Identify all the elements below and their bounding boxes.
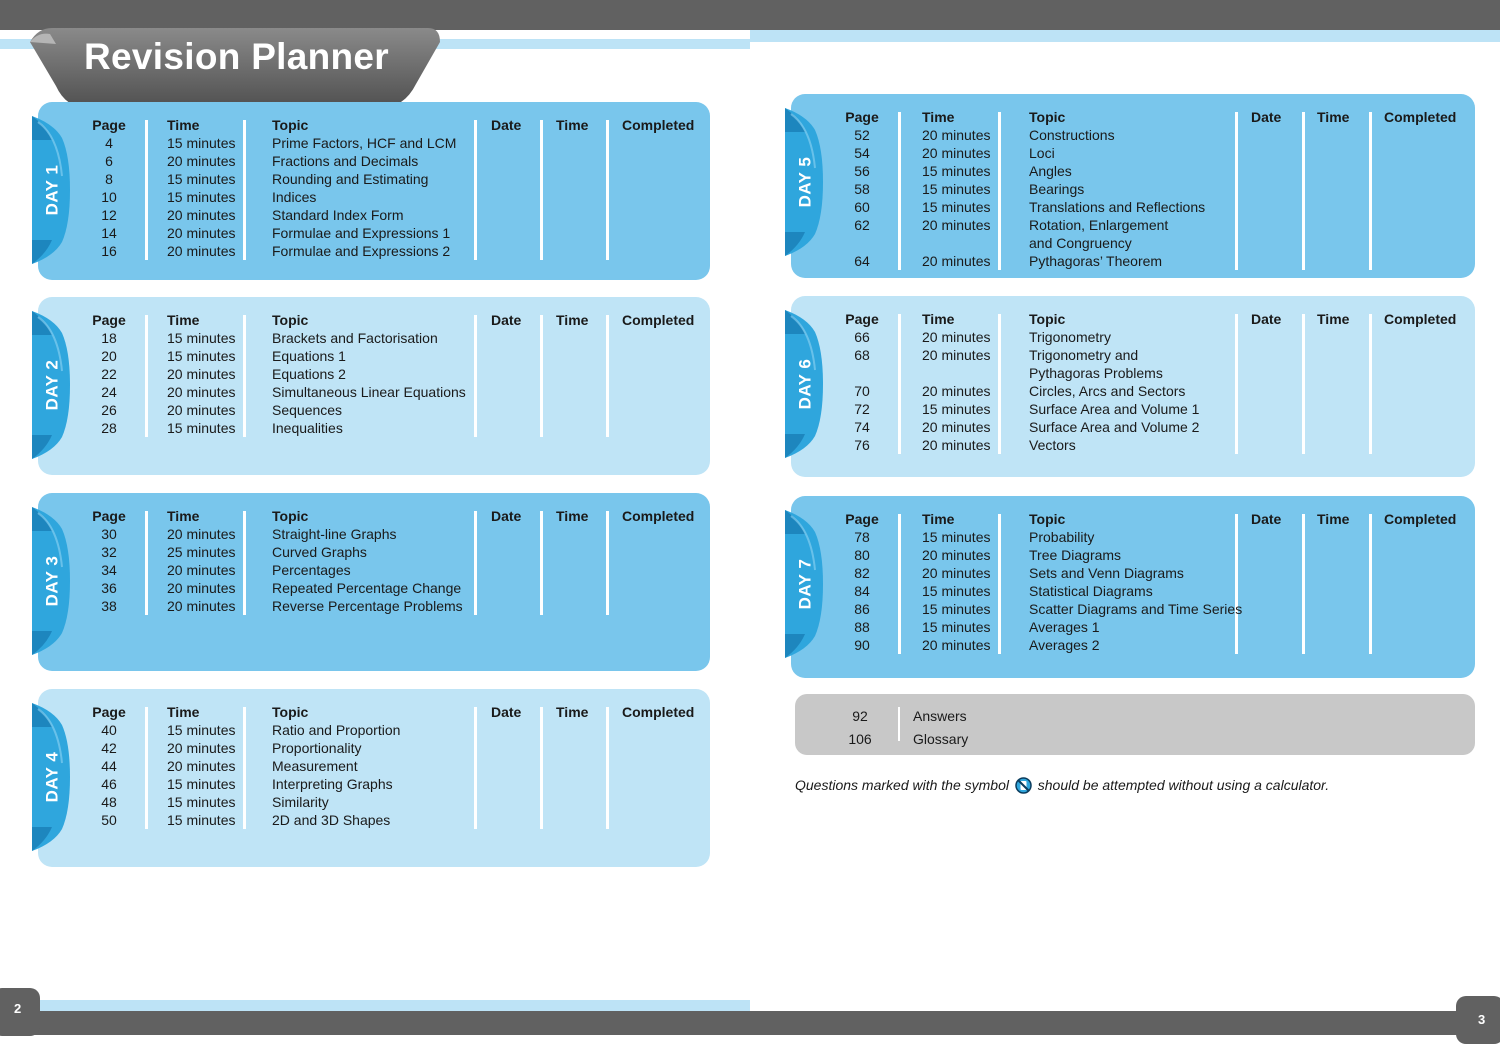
- completed-header: Completed: [622, 508, 695, 524]
- time-slot-header: Time: [556, 312, 589, 328]
- day-6-topic-cell: Pythagoras Problems: [1029, 365, 1163, 381]
- day-5-topic-cell: Loci: [1029, 145, 1055, 161]
- day-3-time-cell: 20 minutes: [167, 598, 236, 614]
- day-7-topic-cell: Probability: [1029, 529, 1095, 545]
- column-divider: [606, 315, 609, 437]
- day-5-time-cell: 15 minutes: [922, 163, 991, 179]
- time-column: [167, 311, 235, 437]
- page-header: Page: [92, 704, 126, 720]
- day-4-time-cell: 15 minutes: [167, 722, 236, 738]
- column-divider: [474, 120, 477, 260]
- page-column: [90, 703, 128, 829]
- day-7-page-cell: 82: [854, 565, 870, 581]
- day-4-topic-cell: Proportionality: [272, 740, 362, 756]
- completed-column: [1384, 310, 1456, 328]
- day-2-page-cell: 24: [101, 384, 117, 400]
- date-column: [1251, 108, 1281, 126]
- time-slot-header: Time: [556, 117, 589, 133]
- day-3-topic-cell: Straight-line Graphs: [272, 526, 397, 542]
- day-6-time-cell: 20 minutes: [922, 383, 991, 399]
- column-divider: [1369, 514, 1372, 654]
- date-column: [1251, 510, 1281, 528]
- day-3-topic-cell: Percentages: [272, 562, 351, 578]
- day-1-page-cell: 12: [101, 207, 117, 223]
- day-7-time-cell: 20 minutes: [922, 565, 991, 581]
- day-4-page-cell: 40: [101, 722, 117, 738]
- time-column: [167, 703, 235, 829]
- topic-column: [1029, 510, 1242, 654]
- bottom-stripe-left: [0, 1000, 750, 1011]
- column-divider: [540, 315, 543, 437]
- topic-header: Topic: [272, 117, 309, 133]
- day-2-time-cell: 15 minutes: [167, 420, 236, 436]
- day-3-card: [38, 493, 710, 671]
- time-column: [167, 116, 235, 260]
- bottom-band: [0, 1011, 1500, 1035]
- column-divider: [145, 511, 148, 615]
- day-7-page-cell: 90: [854, 637, 870, 653]
- page-number-right: 3: [1456, 996, 1500, 1044]
- day-6-page-cell: 66: [854, 329, 870, 345]
- day-2-page-cell: 20: [101, 348, 117, 364]
- date-column: [491, 116, 521, 134]
- day-1-page-cell: 8: [105, 171, 113, 187]
- topic-header: Topic: [1029, 311, 1066, 327]
- day-1-time-cell: 15 minutes: [167, 171, 236, 187]
- day-2-topic-cell: Inequalities: [272, 420, 343, 436]
- date-header: Date: [1251, 311, 1282, 327]
- day-7-page-cell: 86: [854, 601, 870, 617]
- day-1-time-cell: 20 minutes: [167, 243, 236, 259]
- day-1-label: DAY 1: [42, 164, 62, 216]
- day-2-time-cell: 15 minutes: [167, 348, 236, 364]
- topic-header: Topic: [1029, 109, 1066, 125]
- day-5-topic-cell: Pythagoras’ Theorem: [1029, 253, 1163, 269]
- day-7-page-cell: 80: [854, 547, 870, 563]
- column-divider: [1302, 112, 1305, 270]
- day-6-page-cell: 76: [854, 437, 870, 453]
- time-header: Time: [167, 312, 200, 328]
- day-2-page-cell: 28: [101, 420, 117, 436]
- footnote-text-before: Questions marked with the symbol: [795, 777, 1009, 793]
- topic-column: [1029, 108, 1205, 270]
- day-6-topic-cell: Trigonometry and: [1029, 347, 1139, 363]
- day-2-page-cell: 18: [101, 330, 117, 346]
- day-5-time-cell: [922, 234, 990, 252]
- page-column: [843, 310, 881, 454]
- day-5-time-cell: 20 minutes: [922, 145, 991, 161]
- day-6-topic-cell: Vectors: [1029, 437, 1076, 453]
- day-7-topic-cell: Tree Diagrams: [1029, 547, 1122, 563]
- column-divider: [474, 511, 477, 615]
- day-2-time-cell: 20 minutes: [167, 402, 236, 418]
- column-divider: [474, 315, 477, 437]
- day-2-topic-cell: Simultaneous Linear Equations: [272, 384, 466, 400]
- date-header: Date: [1251, 109, 1282, 125]
- column-divider: [243, 511, 246, 615]
- page-column: [90, 311, 128, 437]
- completed-header: Completed: [1384, 511, 1457, 527]
- time-slot-header: Time: [556, 508, 589, 524]
- column-divider: [145, 120, 148, 260]
- day-7-topic-cell: Scatter Diagrams and Time Series: [1029, 601, 1243, 617]
- page-header: Page: [845, 109, 879, 125]
- day-5-topic-cell: Angles: [1029, 163, 1072, 179]
- day-6-ribbon: [785, 310, 825, 458]
- day-6-time-cell: 20 minutes: [922, 419, 991, 435]
- day-6-page-cell: 70: [854, 383, 870, 399]
- column-divider: [1369, 112, 1372, 270]
- page-title: Revision Planner: [84, 36, 390, 77]
- day-5-page-cell: 60: [854, 199, 870, 215]
- column-divider: [606, 120, 609, 260]
- topic-column: [272, 703, 400, 829]
- day-5-time-cell: 20 minutes: [922, 127, 991, 143]
- day-7-card: [791, 496, 1475, 678]
- column-divider: [540, 511, 543, 615]
- day-7-topic-cell: Statistical Diagrams: [1029, 583, 1153, 599]
- completed-header: Completed: [622, 704, 695, 720]
- day-3-ribbon: [32, 507, 72, 655]
- day-4-topic-cell: Interpreting Graphs: [272, 776, 393, 792]
- day-7-page-cell: 78: [854, 529, 870, 545]
- time-header: Time: [922, 311, 955, 327]
- column-divider: [540, 707, 543, 829]
- day-7-time-cell: 20 minutes: [922, 547, 991, 563]
- day-3-page-cell: 38: [101, 598, 117, 614]
- completed-column: [622, 311, 694, 329]
- column-divider: [1302, 314, 1305, 454]
- page-number-left: 2: [0, 988, 40, 1036]
- day-4-page-cell: 50: [101, 812, 117, 828]
- extras-box: [795, 694, 1475, 755]
- completed-column: [622, 116, 694, 134]
- extras-page-glossary: 106: [848, 731, 872, 747]
- day-1-time-cell: 20 minutes: [167, 153, 236, 169]
- column-divider: [898, 314, 901, 454]
- completed-header: Completed: [622, 312, 695, 328]
- page-header: Page: [845, 511, 879, 527]
- column-divider: [606, 511, 609, 615]
- date-header: Date: [491, 508, 522, 524]
- day-4-label: DAY 4: [42, 751, 62, 803]
- page-column: [90, 507, 128, 615]
- time-column: [167, 507, 235, 615]
- day-6-topic-cell: Circles, Arcs and Sectors: [1029, 383, 1186, 399]
- topic-header: Topic: [272, 704, 309, 720]
- day-5-label: DAY 5: [795, 156, 815, 208]
- column-divider: [998, 514, 1001, 654]
- day-1-ribbon: [32, 116, 72, 264]
- day-3-time-cell: 20 minutes: [167, 580, 236, 596]
- column-divider: [474, 707, 477, 829]
- day-6-topic-cell: Surface Area and Volume 1: [1029, 401, 1200, 417]
- day-1-page-cell: 6: [105, 153, 113, 169]
- day-2-time-cell: 15 minutes: [167, 330, 236, 346]
- title-tab: [30, 26, 440, 110]
- day-2-topic-cell: Sequences: [272, 402, 343, 418]
- day-4-topic-cell: 2D and 3D Shapes: [272, 812, 391, 828]
- day-2-page-cell: 26: [101, 402, 117, 418]
- day-1-topic-cell: Formulae and Expressions 2: [272, 243, 451, 259]
- day-7-page-cell: 88: [854, 619, 870, 635]
- topic-column: [272, 116, 456, 260]
- day-5-page-cell: 58: [854, 181, 870, 197]
- day-2-topic-cell: Equations 2: [272, 366, 346, 382]
- time-header: Time: [167, 704, 200, 720]
- day-3-page-cell: 30: [101, 526, 117, 542]
- day-5-topic-cell: Bearings: [1029, 181, 1085, 197]
- day-6-page-cell: 68: [854, 347, 870, 363]
- time-slot-header: Time: [556, 704, 589, 720]
- column-divider: [1369, 314, 1372, 454]
- day-5-topic-cell: and Congruency: [1029, 235, 1132, 251]
- column-divider: [1235, 112, 1238, 270]
- extras-topic-answers: Answers: [913, 708, 967, 724]
- day-6-time-cell: 20 minutes: [922, 329, 991, 345]
- time-column: [922, 108, 990, 270]
- page-header: Page: [92, 312, 126, 328]
- day-3-topic-cell: Repeated Percentage Change: [272, 580, 462, 596]
- day-6-page-cell: 72: [854, 401, 870, 417]
- time-header: Time: [167, 117, 200, 133]
- completed-column: [622, 507, 694, 525]
- time-slot-column: [556, 116, 588, 134]
- column-divider: [540, 120, 543, 260]
- completed-header: Completed: [622, 117, 695, 133]
- footnote: [795, 777, 1329, 794]
- day-5-time-cell: 15 minutes: [922, 199, 991, 215]
- page-column: [90, 116, 128, 260]
- topic-header: Topic: [272, 508, 309, 524]
- page-header: Page: [845, 311, 879, 327]
- time-header: Time: [922, 511, 955, 527]
- column-divider: [145, 315, 148, 437]
- day-5-ribbon: [785, 108, 825, 256]
- page-column: [843, 108, 881, 270]
- column-divider: [898, 112, 901, 270]
- day-3-time-cell: 25 minutes: [167, 544, 236, 560]
- day-1-time-cell: 15 minutes: [167, 135, 236, 151]
- day-1-topic-cell: Rounding and Estimating: [272, 171, 429, 187]
- day-4-page-cell: 44: [101, 758, 117, 774]
- day-6-page-cell: [843, 364, 881, 382]
- time-slot-column: [556, 311, 588, 329]
- column-divider: [606, 707, 609, 829]
- day-5-page-cell: [843, 234, 881, 252]
- time-slot-column: [1317, 510, 1349, 528]
- topic-column: [272, 311, 466, 437]
- day-4-page-cell: 48: [101, 794, 117, 810]
- day-1-card: [38, 102, 710, 280]
- day-1-page-cell: 10: [101, 189, 117, 205]
- day-5-time-cell: 20 minutes: [922, 217, 991, 233]
- day-1-time-cell: 20 minutes: [167, 225, 236, 241]
- column-divider: [898, 514, 901, 654]
- time-slot-header: Time: [1317, 109, 1350, 125]
- day-5-page-cell: 64: [854, 253, 870, 269]
- topic-column: [1029, 310, 1199, 454]
- day-7-time-cell: 15 minutes: [922, 619, 991, 635]
- completed-header: Completed: [1384, 109, 1457, 125]
- day-7-topic-cell: Averages 1: [1029, 619, 1100, 635]
- time-slot-column: [556, 703, 588, 721]
- footnote-text-after: should be attempted without using a calculator.: [1037, 777, 1330, 793]
- day-3-topic-cell: Reverse Percentage Problems: [272, 598, 463, 614]
- column-divider: [1302, 514, 1305, 654]
- day-1-topic-cell: Prime Factors, HCF and LCM: [272, 135, 457, 151]
- day-5-time-cell: 20 minutes: [922, 253, 991, 269]
- date-column: [491, 507, 521, 525]
- day-5-page-cell: 62: [854, 217, 870, 233]
- page-header: Page: [92, 117, 126, 133]
- day-7-time-cell: 20 minutes: [922, 637, 991, 653]
- date-header: Date: [491, 312, 522, 328]
- no-calculator-icon: [1015, 777, 1032, 794]
- column-divider: [998, 314, 1001, 454]
- column-divider: [145, 707, 148, 829]
- day-4-time-cell: 20 minutes: [167, 740, 236, 756]
- time-slot-column: [1317, 108, 1349, 126]
- day-1-page-cell: 16: [101, 243, 117, 259]
- day-4-page-cell: 46: [101, 776, 117, 792]
- date-header: Date: [491, 117, 522, 133]
- time-column: [922, 510, 990, 654]
- time-slot-column: [556, 507, 588, 525]
- day-7-page-cell: 84: [854, 583, 870, 599]
- day-6-page-cell: 74: [854, 419, 870, 435]
- day-6-card: [791, 296, 1475, 477]
- day-4-topic-cell: Similarity: [272, 794, 329, 810]
- day-1-time-cell: 20 minutes: [167, 207, 236, 223]
- day-6-time-cell: [922, 364, 990, 382]
- date-header: Date: [491, 704, 522, 720]
- date-column: [491, 703, 521, 721]
- completed-header: Completed: [1384, 311, 1457, 327]
- day-4-card: [38, 689, 710, 867]
- day-7-topic-cell: Averages 2: [1029, 637, 1100, 653]
- day-4-time-cell: 20 minutes: [167, 758, 236, 774]
- day-5-topic-cell: Rotation, Enlargement: [1029, 217, 1169, 233]
- day-3-label: DAY 3: [42, 555, 62, 607]
- day-4-topic-cell: Ratio and Proportion: [272, 722, 401, 738]
- day-2-topic-cell: Brackets and Factorisation: [272, 330, 438, 346]
- extras-topic-glossary: Glossary: [913, 731, 969, 747]
- time-header: Time: [167, 508, 200, 524]
- day-2-ribbon: [32, 311, 72, 459]
- column-divider: [998, 112, 1001, 270]
- day-7-label: DAY 7: [795, 558, 815, 610]
- day-2-topic-cell: Equations 1: [272, 348, 346, 364]
- day-2-card: [38, 297, 710, 475]
- day-5-page-cell: 52: [854, 127, 870, 143]
- day-5-topic-cell: Translations and Reflections: [1029, 199, 1206, 215]
- day-1-topic-cell: Formulae and Expressions 1: [272, 225, 451, 241]
- day-2-label: DAY 2: [42, 359, 62, 411]
- topic-header: Topic: [272, 312, 309, 328]
- day-6-topic-cell: Surface Area and Volume 2: [1029, 419, 1200, 435]
- day-4-ribbon: [32, 703, 72, 851]
- day-3-time-cell: 20 minutes: [167, 526, 236, 542]
- day-4-time-cell: 15 minutes: [167, 812, 236, 828]
- time-slot-header: Time: [1317, 311, 1350, 327]
- day-4-time-cell: 15 minutes: [167, 776, 236, 792]
- day-1-page-cell: 14: [101, 225, 117, 241]
- day-3-page-cell: 36: [101, 580, 117, 596]
- date-column: [491, 311, 521, 329]
- day-4-time-cell: 15 minutes: [167, 794, 236, 810]
- day-6-time-cell: 20 minutes: [922, 347, 991, 363]
- column-divider: [1235, 314, 1238, 454]
- day-1-topic-cell: Indices: [272, 189, 317, 205]
- day-2-page-cell: 22: [101, 366, 117, 382]
- column-divider: [243, 707, 246, 829]
- day-6-time-cell: 20 minutes: [922, 437, 991, 453]
- topic-header: Topic: [1029, 511, 1066, 527]
- time-column: [922, 310, 990, 454]
- page-column: [843, 510, 881, 654]
- day-2-time-cell: 20 minutes: [167, 366, 236, 382]
- date-column: [1251, 310, 1281, 328]
- day-6-label: DAY 6: [795, 358, 815, 410]
- day-2-time-cell: 20 minutes: [167, 384, 236, 400]
- date-header: Date: [1251, 511, 1282, 527]
- completed-column: [1384, 108, 1456, 126]
- day-1-topic-cell: Fractions and Decimals: [272, 153, 419, 169]
- completed-column: [622, 703, 694, 721]
- day-7-topic-cell: Sets and Venn Diagrams: [1029, 565, 1184, 581]
- column-divider: [243, 120, 246, 260]
- day-7-time-cell: 15 minutes: [922, 583, 991, 599]
- day-4-topic-cell: Measurement: [272, 758, 358, 774]
- completed-column: [1384, 510, 1456, 528]
- day-6-topic-cell: Trigonometry: [1029, 329, 1111, 345]
- day-7-time-cell: 15 minutes: [922, 601, 991, 617]
- day-5-topic-cell: Constructions: [1029, 127, 1115, 143]
- day-4-page-cell: 42: [101, 740, 117, 756]
- page-header: Page: [92, 508, 126, 524]
- day-1-page-cell: 4: [105, 135, 113, 151]
- day-1-topic-cell: Standard Index Form: [272, 207, 404, 223]
- time-header: Time: [922, 109, 955, 125]
- day-7-time-cell: 15 minutes: [922, 529, 991, 545]
- time-slot-column: [1317, 310, 1349, 328]
- column-divider: [243, 315, 246, 437]
- topic-column: [272, 507, 463, 615]
- day-6-time-cell: 15 minutes: [922, 401, 991, 417]
- day-7-ribbon: [785, 510, 825, 658]
- top-stripe-right: [750, 30, 1500, 42]
- day-1-time-cell: 15 minutes: [167, 189, 236, 205]
- day-5-time-cell: 15 minutes: [922, 181, 991, 197]
- day-3-time-cell: 20 minutes: [167, 562, 236, 578]
- day-3-page-cell: 34: [101, 562, 117, 578]
- day-5-card: [791, 94, 1475, 278]
- day-3-topic-cell: Curved Graphs: [272, 544, 367, 560]
- day-3-page-cell: 32: [101, 544, 117, 560]
- time-slot-header: Time: [1317, 511, 1350, 527]
- day-5-page-cell: 56: [854, 163, 870, 179]
- extras-page-answers: 92: [852, 708, 868, 724]
- day-5-page-cell: 54: [854, 145, 870, 161]
